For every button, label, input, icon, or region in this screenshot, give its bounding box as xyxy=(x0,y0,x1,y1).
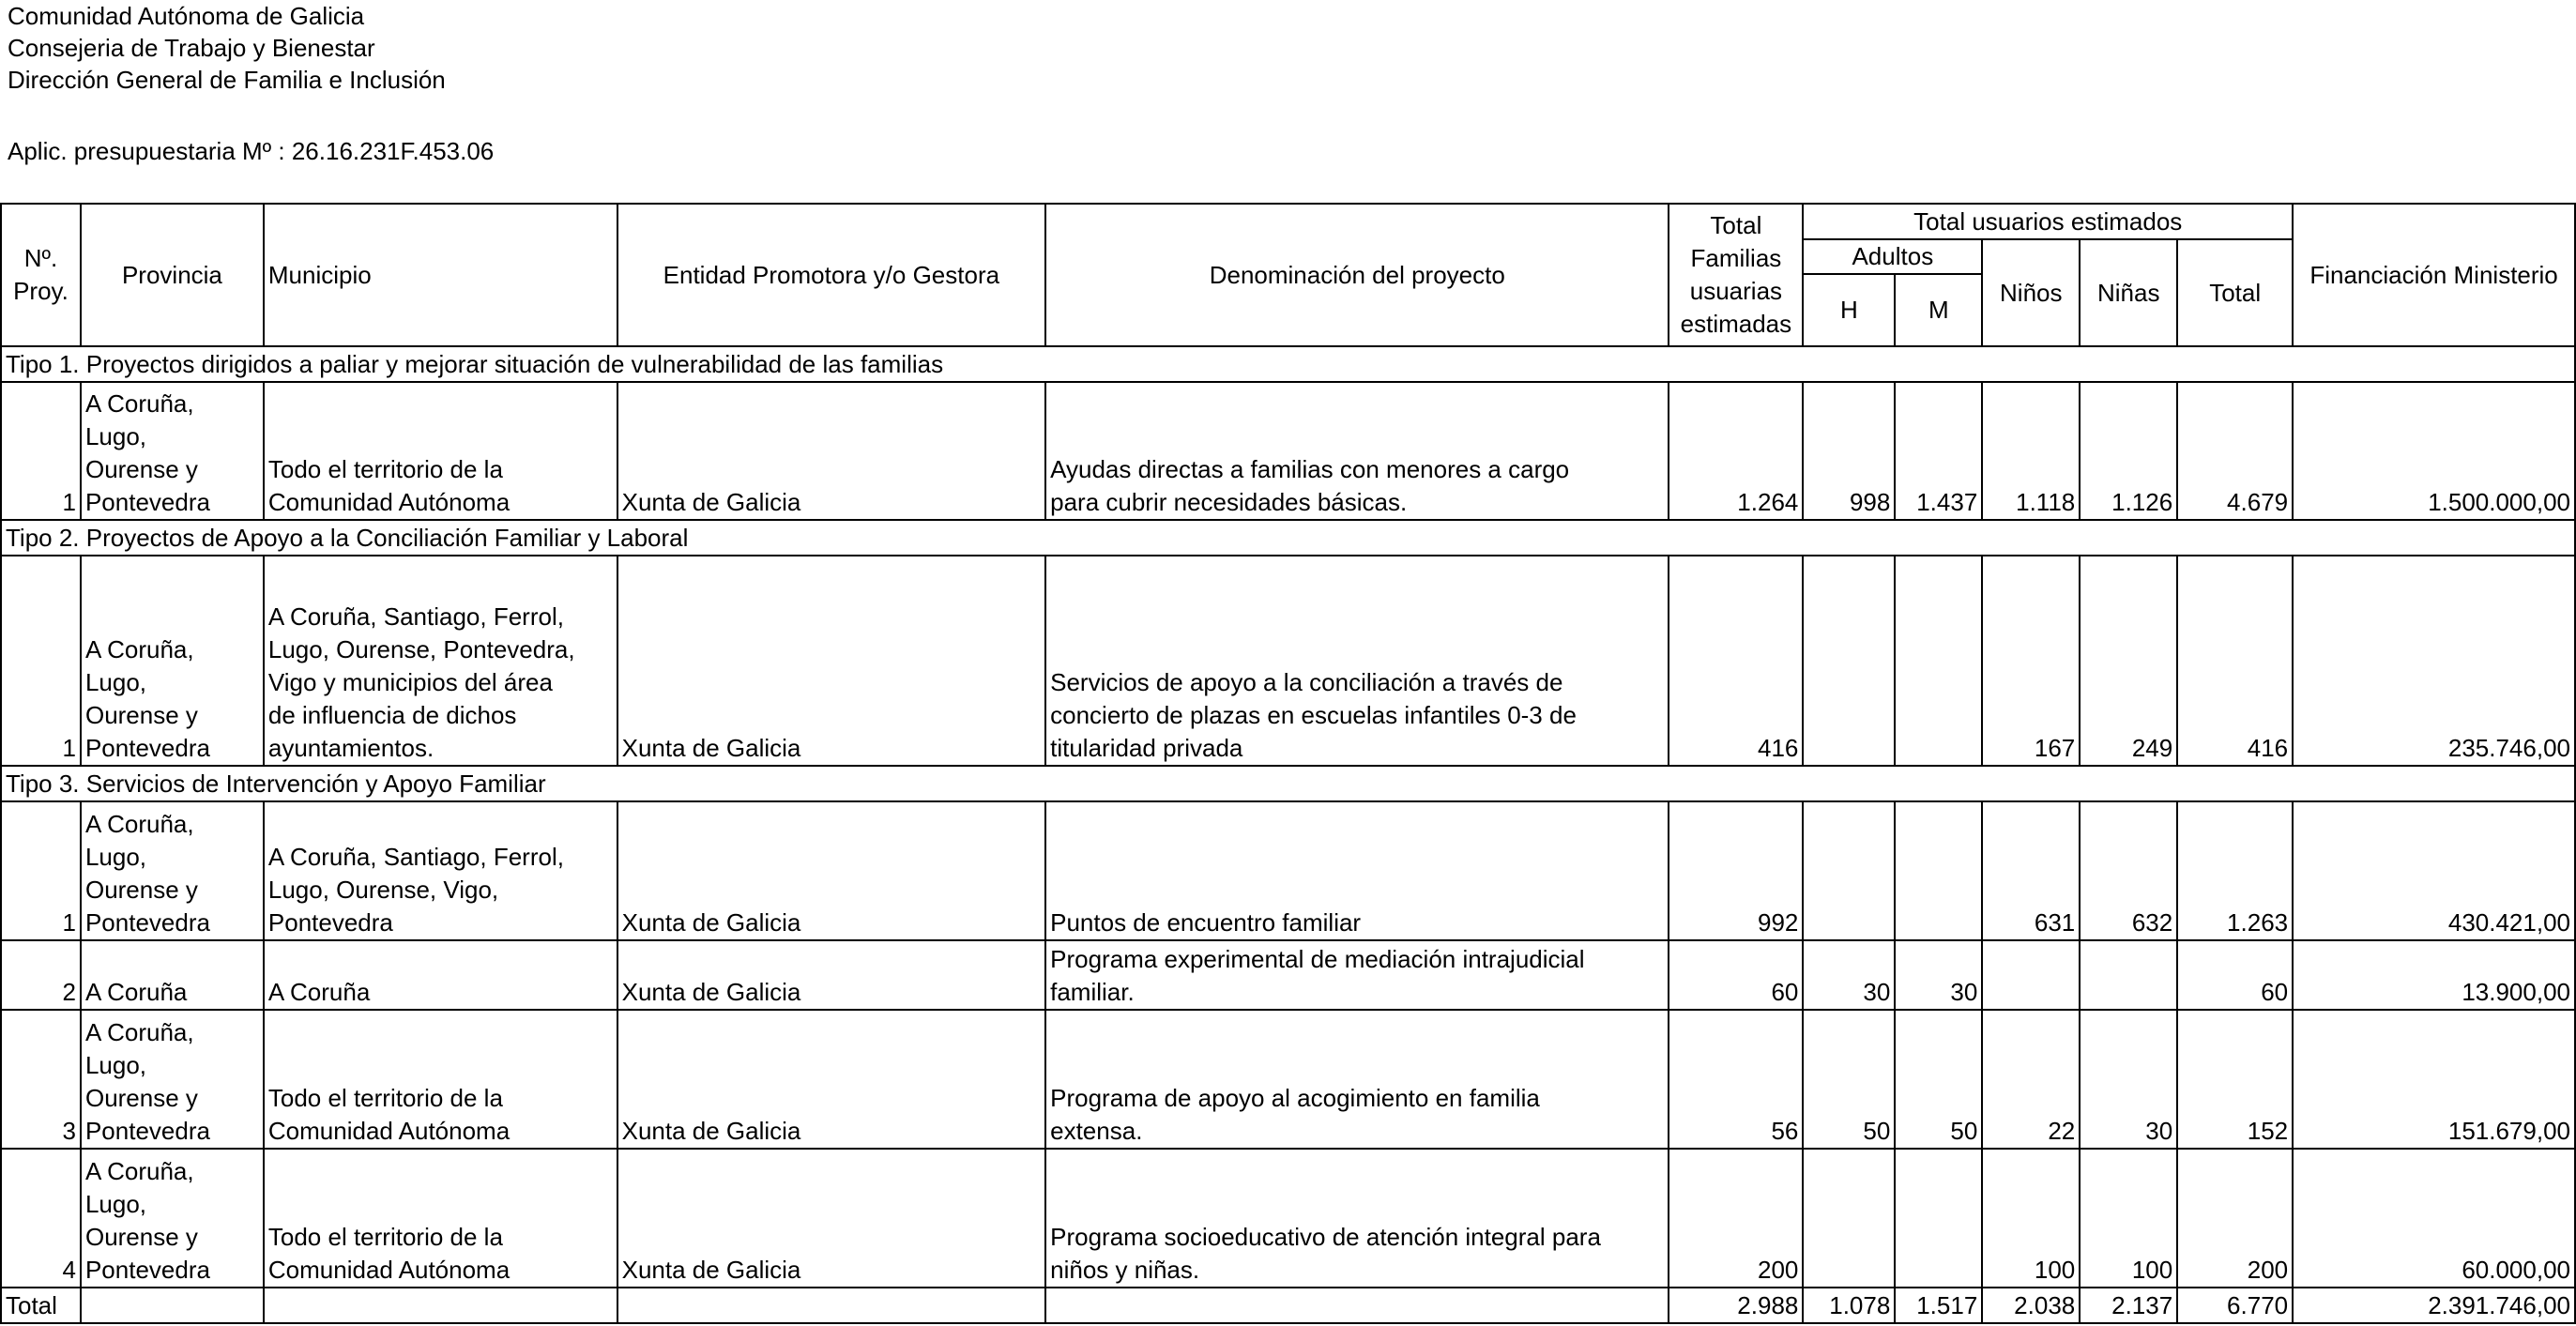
row-h: 50 xyxy=(1803,1010,1895,1149)
row-financiacion: 430.421,00 xyxy=(2293,801,2575,940)
col-header-ninos: Niños xyxy=(1982,239,2080,346)
row-m: 30 xyxy=(1895,940,1982,1010)
col-header-provincia: Provincia xyxy=(81,204,264,346)
row-total: 1.263 xyxy=(2177,801,2293,940)
row-denominacion: Ayudas directas a familias con menores a cargo para cubrir necesidades básicas. xyxy=(1045,382,1669,520)
row-municipio: A Coruña, Santiago, Ferrol, Lugo, Ourense, Pontevedra, Vigo y municipios del área de influencia de dichos ayuntamientos. xyxy=(264,556,617,766)
row-ninas: 30 xyxy=(2080,1010,2177,1149)
col-header-m: M xyxy=(1895,274,1982,346)
section-header-row xyxy=(1,520,2575,556)
row-entidad: Xunta de Galicia xyxy=(617,382,1046,520)
section-header-row xyxy=(1,346,2575,382)
row-financiacion: 1.500.000,00 xyxy=(2293,382,2575,520)
row-ninas: 100 xyxy=(2080,1149,2177,1288)
col-header-adultos: Adultos xyxy=(1803,239,1982,274)
row-ninos: 631 xyxy=(1982,801,2080,940)
row-provincia: A Coruña xyxy=(81,940,264,1010)
table-body xyxy=(1,346,2575,1323)
row-denominacion: Programa socioeducativo de atención integral para niños y niñas. xyxy=(1045,1149,1669,1288)
totals-h: 1.078 xyxy=(1803,1288,1895,1323)
row-provincia: A Coruña, Lugo, Ourense y Pontevedra xyxy=(81,556,264,766)
totals-m: 1.517 xyxy=(1895,1288,1982,1323)
row-total: 200 xyxy=(2177,1149,2293,1288)
row-provincia: A Coruña, Lugo, Ourense y Pontevedra xyxy=(81,382,264,520)
table-row xyxy=(1,801,2575,940)
col-header-total-familias: Total Familias usuarias estimadas xyxy=(1669,204,1803,346)
row-entidad: Xunta de Galicia xyxy=(617,556,1046,766)
row-m: 1.437 xyxy=(1895,382,1982,520)
row-financiacion: 13.900,00 xyxy=(2293,940,2575,1010)
row-denominacion: Puntos de encuentro familiar xyxy=(1045,801,1669,940)
table-row xyxy=(1,1010,2575,1149)
row-ninas xyxy=(2080,940,2177,1010)
row-m xyxy=(1895,1149,1982,1288)
totals-empty xyxy=(81,1288,264,1323)
row-entidad: Xunta de Galicia xyxy=(617,940,1046,1010)
row-total: 416 xyxy=(2177,556,2293,766)
row-entidad: Xunta de Galicia xyxy=(617,1010,1046,1149)
row-ninas: 1.126 xyxy=(2080,382,2177,520)
row-num: 1 xyxy=(1,556,81,766)
totals-ninas: 2.137 xyxy=(2080,1288,2177,1323)
row-familias: 200 xyxy=(1669,1149,1803,1288)
row-num: 4 xyxy=(1,1149,81,1288)
row-num: 2 xyxy=(1,940,81,1010)
table-row xyxy=(1,1149,2575,1288)
col-header-denominacion: Denominación del proyecto xyxy=(1045,204,1669,346)
col-header-total: Total xyxy=(2177,239,2293,346)
row-m xyxy=(1895,801,1982,940)
col-header-num: Nº. Proy. xyxy=(1,204,81,346)
row-denominacion: Servicios de apoyo a la conciliación a través de concierto de plazas en escuelas infantiles 0-3 de titularidad privada xyxy=(1045,556,1669,766)
row-num: 1 xyxy=(1,382,81,520)
section-title: Tipo 1. Proyectos dirigidos a paliar y mejorar situación de vulnerabilidad de las familias xyxy=(1,346,2575,382)
totals-label: Total xyxy=(1,1288,81,1323)
row-denominacion: Programa de apoyo al acogimiento en familia extensa. xyxy=(1045,1010,1669,1149)
row-provincia: A Coruña, Lugo, Ourense y Pontevedra xyxy=(81,1149,264,1288)
section-title: Tipo 2. Proyectos de Apoyo a la Conciliación Familiar y Laboral xyxy=(1,520,2575,556)
row-num: 1 xyxy=(1,801,81,940)
row-familias: 1.264 xyxy=(1669,382,1803,520)
row-financiacion: 235.746,00 xyxy=(2293,556,2575,766)
col-header-h: H xyxy=(1803,274,1895,346)
totals-empty xyxy=(617,1288,1046,1323)
row-h: 998 xyxy=(1803,382,1895,520)
col-header-total-usuarios: Total usuarios estimados xyxy=(1803,204,2293,239)
row-h xyxy=(1803,1149,1895,1288)
row-municipio: Todo el territorio de la Comunidad Autónoma xyxy=(264,1149,617,1288)
row-ninos: 1.118 xyxy=(1982,382,2080,520)
row-h: 30 xyxy=(1803,940,1895,1010)
row-familias: 56 xyxy=(1669,1010,1803,1149)
row-provincia: A Coruña, Lugo, Ourense y Pontevedra xyxy=(81,801,264,940)
row-municipio: Todo el territorio de la Comunidad Autónoma xyxy=(264,1010,617,1149)
row-ninos: 22 xyxy=(1982,1010,2080,1149)
row-financiacion: 151.679,00 xyxy=(2293,1010,2575,1149)
projects-table xyxy=(0,203,2576,1324)
row-m xyxy=(1895,556,1982,766)
table-row xyxy=(1,940,2575,1010)
row-familias: 60 xyxy=(1669,940,1803,1010)
row-familias: 992 xyxy=(1669,801,1803,940)
row-entidad: Xunta de Galicia xyxy=(617,801,1046,940)
row-total: 4.679 xyxy=(2177,382,2293,520)
header-community: Comunidad Autónoma de Galicia xyxy=(8,2,365,30)
row-total: 152 xyxy=(2177,1010,2293,1149)
row-ninos: 167 xyxy=(1982,556,2080,766)
row-ninas: 632 xyxy=(2080,801,2177,940)
row-m: 50 xyxy=(1895,1010,1982,1149)
row-municipio: A Coruña, Santiago, Ferrol, Lugo, Ourense, Vigo, Pontevedra xyxy=(264,801,617,940)
row-municipio: Todo el territorio de la Comunidad Autónoma xyxy=(264,382,617,520)
header-department: Consejeria de Trabajo y Bienestar xyxy=(8,34,375,62)
row-financiacion: 60.000,00 xyxy=(2293,1149,2575,1288)
section-header-row xyxy=(1,766,2575,801)
header-directorate: Dirección General de Familia e Inclusión xyxy=(8,66,446,94)
row-municipio: A Coruña xyxy=(264,940,617,1010)
col-header-entidad: Entidad Promotora y/o Gestora xyxy=(617,204,1046,346)
col-header-ninas: Niñas xyxy=(2080,239,2177,346)
row-familias: 416 xyxy=(1669,556,1803,766)
table-row xyxy=(1,556,2575,766)
totals-empty xyxy=(1045,1288,1669,1323)
table-row xyxy=(1,382,2575,520)
table-header xyxy=(1,204,2575,346)
row-h xyxy=(1803,556,1895,766)
row-entidad: Xunta de Galicia xyxy=(617,1149,1046,1288)
totals-row xyxy=(1,1288,2575,1323)
row-ninos xyxy=(1982,940,2080,1010)
totals-ninos: 2.038 xyxy=(1982,1288,2080,1323)
row-total: 60 xyxy=(2177,940,2293,1010)
row-denominacion: Programa experimental de mediación intrajudicial familiar. xyxy=(1045,940,1669,1010)
totals-familias: 2.988 xyxy=(1669,1288,1803,1323)
totals-financiacion: 2.391.746,00 xyxy=(2293,1288,2575,1323)
budget-line: Aplic. presupuestaria Mº : 26.16.231F.453.06 xyxy=(8,137,495,165)
row-provincia: A Coruña, Lugo, Ourense y Pontevedra xyxy=(81,1010,264,1149)
section-title: Tipo 3. Servicios de Intervención y Apoyo Familiar xyxy=(1,766,2575,801)
col-header-municipio: Municipio xyxy=(264,204,617,346)
row-ninas: 249 xyxy=(2080,556,2177,766)
col-header-financiacion: Financiación Ministerio xyxy=(2293,204,2575,346)
totals-total: 6.770 xyxy=(2177,1288,2293,1323)
totals-empty xyxy=(264,1288,617,1323)
row-num: 3 xyxy=(1,1010,81,1149)
row-ninos: 100 xyxy=(1982,1149,2080,1288)
row-h xyxy=(1803,801,1895,940)
